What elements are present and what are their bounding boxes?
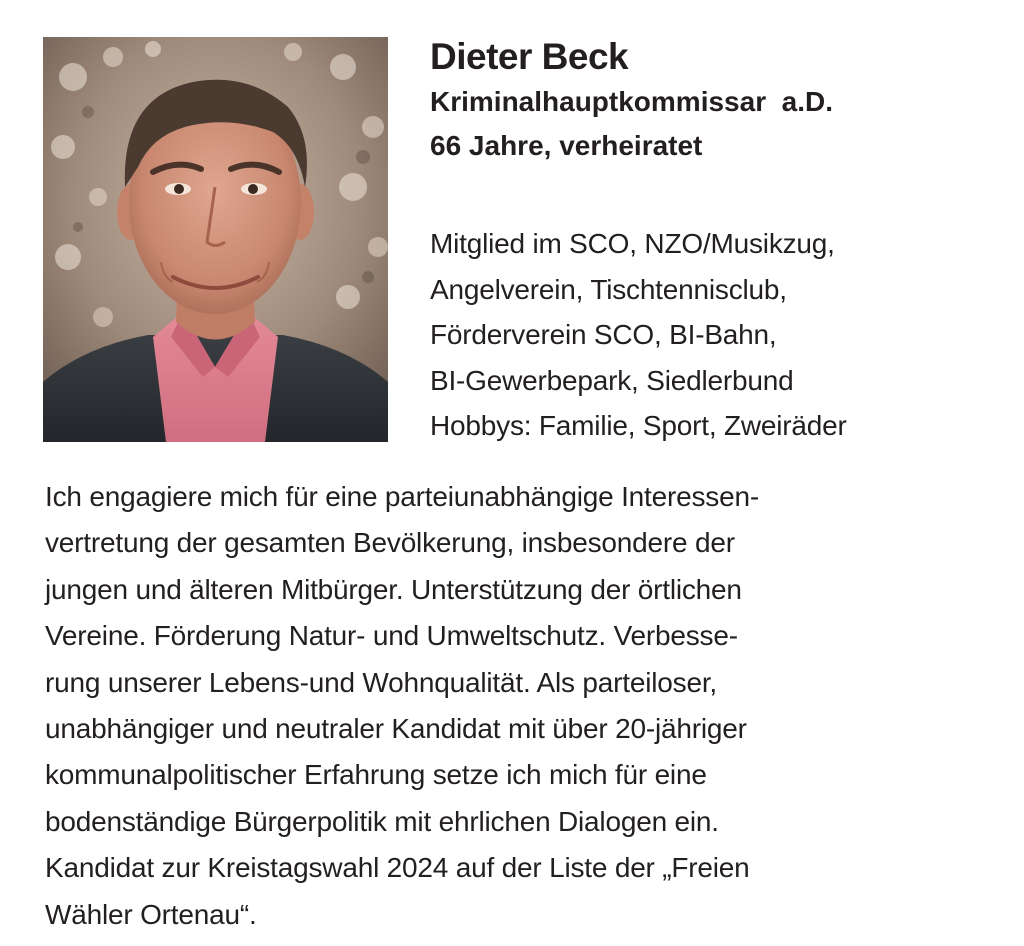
statement-line: Vereine. Förderung Natur- und Umweltschutz. Verbesse- (45, 620, 738, 652)
candidate-statement (45, 474, 1005, 938)
membership-line: BI-Gewerbepark, Siedlerbund (430, 364, 794, 396)
statement-line: kommunalpolitischer Erfahrung setze ich mich für eine (45, 759, 707, 791)
statement-line: rung unserer Lebens-und Wohnqualität. Als parteiloser, (45, 666, 718, 698)
statement-line: bodenständige Bürgerpolitik mit ehrlichen Dialogen ein. (45, 805, 719, 837)
statement-line: Wähler Ortenau“. (45, 898, 257, 930)
candidate-age-status: 66 Jahre, verheiratet (430, 130, 703, 161)
candidate-header (430, 34, 990, 168)
hobbies-line: Hobbys: Familie, Sport, Zweiräder (430, 410, 847, 442)
statement-line: vertretung der gesamten Bevölkerung, insbesondere der (45, 527, 735, 559)
statement-line: jungen und älteren Mitbürger. Unterstützung der örtlichen (45, 573, 742, 605)
statement-line: Ich engagiere mich für eine parteiunabhängige Interessen- (45, 481, 759, 512)
membership-line: Angelverein, Tischtennisclub, (430, 273, 787, 305)
candidate-position: Kriminalhauptkommissar a.D. (430, 86, 834, 117)
candidate-name: Dieter Beck (430, 36, 629, 77)
memberships-block (430, 221, 1000, 449)
statement-line: Kandidat zur Kreistagswahl 2024 auf der Liste der „Freien (45, 852, 750, 884)
membership-line: Förderverein SCO, BI-Bahn, (430, 319, 777, 351)
statement-line: unabhängiger und neutraler Kandidat mit über 20-jähriger (45, 713, 747, 745)
membership-line: Mitglied im SCO, NZO/Musikzug, (430, 228, 835, 259)
candidate-portrait-photo (43, 37, 388, 442)
